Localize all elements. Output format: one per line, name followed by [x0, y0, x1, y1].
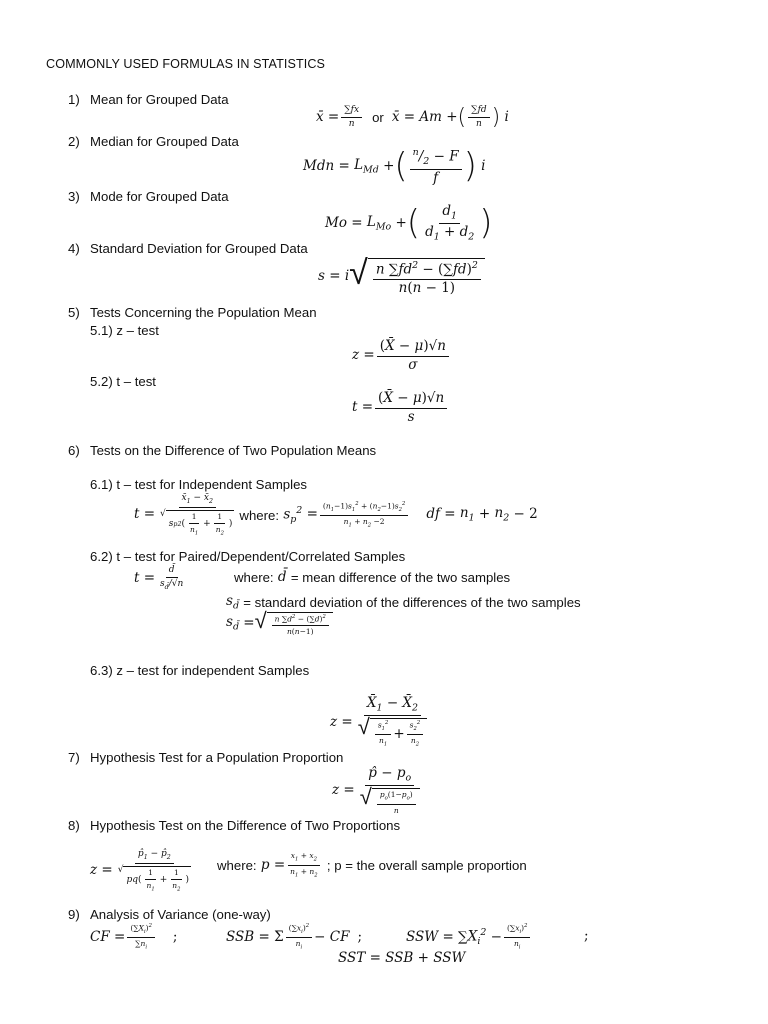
item-number: 2) — [68, 134, 80, 149]
subsection-heading: 5.2) t – test — [90, 374, 156, 389]
mean-diff-note: where: d̄ = mean difference of the two samples — [234, 569, 511, 586]
pooled-proportion-formula: where: p = $\frac{x_1 + x_2}{n_1 + n_2}$ ; p = the overall sample proportion — [217, 851, 527, 879]
section-heading: Analysis of Variance (one-way) — [90, 907, 271, 922]
mean-formula: x̄ = $\frac{\sum fx}{n}$ or x̄ = Am + ( $\frac{\sum fd}{n}$ ) i — [316, 104, 509, 130]
item-number: 9) — [68, 907, 80, 922]
item-number: 8) — [68, 818, 80, 833]
cf-formula: CF = $\frac{(\sum X_i)^2}{\sum n_i}$ ; — [90, 923, 178, 951]
std-dev-formula: s = i √ $\frac{n \sum fd^2 - (\sum fd)^2}{n(n - 1)}$ — [318, 258, 485, 296]
section-heading: Hypothesis Test for a Population Proportion — [90, 750, 344, 765]
sd-diff-note: $s_{d̄}$ = standard deviation of the differences of the two samples — [226, 593, 581, 612]
t-paired-formula: t = $\frac{d̄}{s_{d̄}/√n}$ — [134, 565, 184, 591]
sd-diff-formula: $s_{d̄}$ = √ $\frac{n \sum d^2 - (\sum d)^2}{n(n-1)}$ — [226, 612, 333, 636]
proportion-formula: z = p̂ − $p_o$ √ $\frac{p_o(1-p_o)}{n}$ — [332, 767, 425, 814]
median-formula: Mdn = $L_{Md}$ + ( $\frac{^n/_2 - F}{f}$ ) i — [303, 146, 486, 187]
z-test-formula: z = $\frac{(X̄ - \mu)√n}{\sigma}$ — [352, 340, 451, 372]
or-word: or — [372, 109, 384, 125]
mode-formula: Mo = $L_{Mo}$ + ( $\frac{d_1}{d_1 + d_2}$ ) — [325, 203, 493, 244]
section-heading: Hypothesis Test on the Difference of Two Proportions — [90, 818, 401, 833]
where-label: where: — [239, 507, 280, 523]
subsection-heading: 5.1) z – test — [90, 323, 159, 338]
section-heading: Tests Concerning the Population Mean — [90, 305, 317, 320]
item-number: 5) — [68, 305, 80, 320]
ssw-formula: SSW = ∑ $X_i^2$ − $\frac{(\sum x_i)^2}{n_i}$ — [406, 924, 532, 951]
item-number: 1) — [68, 92, 80, 107]
section-heading: Mode for Grouped Data — [90, 189, 229, 204]
item-number: 6) — [68, 443, 80, 458]
section-heading: Median for Grouped Data — [90, 134, 239, 149]
item-number: 4) — [68, 241, 80, 256]
section-heading: Standard Deviation for Grouped Data — [90, 241, 308, 256]
z-independent-formula: z = $X̄_1$ − $X̄_2$ √ $\frac{s_1^2}{n_1}$ + $\frac{s_2^2}{n_2}$ — [330, 697, 432, 748]
item-number: 7) — [68, 750, 80, 765]
item-number: 3) — [68, 189, 80, 204]
t-independent-formula: t = $x̄_1$ − $x̄_2$ √ s p 2 ( $\frac{1}{n_1}$ + $\frac{1}{n_2}$ ) where: $s_p^2$ = $\frac{(n_1-1)s_1^2 + (n_2-1)s_2^2}{n_1 + n_2 -2}$ df = $n_1$ + $n_2$ − 2 — [134, 493, 538, 537]
section-heading: Mean for Grouped Data — [90, 92, 229, 107]
subsection-heading: 6.3) z – test for independent Samples — [90, 663, 310, 678]
page-title: COMMONLY USED FORMULAS IN STATISTICS — [46, 57, 326, 71]
subsection-heading: 6.2) t – test for Paired/Dependent/Correlated Samples — [90, 549, 406, 564]
semicolon: ; — [584, 928, 589, 944]
two-proportions-formula: z = $p̂_1$ − $p̂_2$ √ pq ( $\frac{1}{n_1}$ + $\frac{1}{n_2}$ ) — [90, 849, 189, 893]
subsection-heading: 6.1) t – test for Independent Samples — [90, 477, 307, 492]
ssb-formula: SSB = Σ $\frac{(\sum x_i)^2}{n_i}$ − CF ; — [226, 923, 362, 951]
t-test-formula: t = $\frac{(X̄ - \mu)√n}{s}$ — [352, 392, 449, 424]
section-heading: Tests on the Difference of Two Population Means — [90, 443, 377, 458]
sst-formula: SST = SSB + SSW — [338, 950, 466, 966]
